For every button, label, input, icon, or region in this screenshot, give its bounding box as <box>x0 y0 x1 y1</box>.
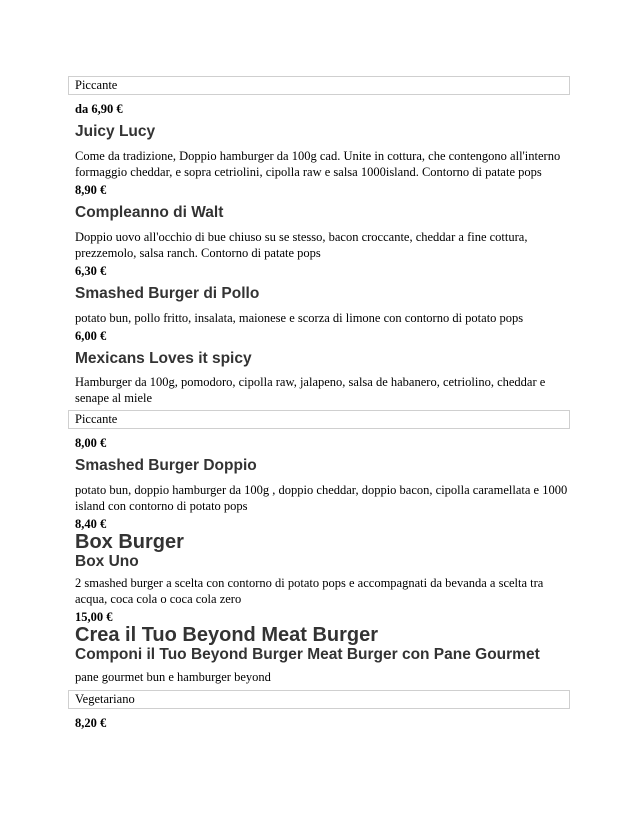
price-label: da 6,90 € <box>75 102 123 116</box>
price-label: 8,40 € <box>75 517 107 531</box>
item-title-box-uno: Box Uno <box>75 553 139 570</box>
section-title-box-burger: Box Burger <box>75 531 184 553</box>
price-label: 8,20 € <box>75 716 107 730</box>
tag-piccante: Piccante <box>68 76 570 95</box>
item-title-smashed-burger-doppio: Smashed Burger Doppio <box>75 457 257 474</box>
item-title-mexicans-loves-it-spicy: Mexicans Loves it spicy <box>75 350 252 367</box>
item-description: potato bun, pollo fritto, insalata, maionese e scorza di limone con contorno di potato pops <box>75 311 524 325</box>
tag-piccante: Piccante <box>68 410 570 429</box>
item-description: Hamburger da 100g, pomodoro, cipolla raw, jalapeno, salsa de habanero, cetriolino, cheddar e senape al miele <box>75 375 546 405</box>
price-label: 8,90 € <box>75 183 107 197</box>
item-title-componi-beyond: Componi il Tuo Beyond Burger Meat Burger con Pane Gourmet <box>75 646 540 663</box>
item-description: potato bun, doppio hamburger da 100g , doppio cheddar, doppio bacon, cipolla caramellata e 1000 island con contorno di potato pops <box>75 483 568 513</box>
item-description: pane gourmet bun e hamburger beyond <box>75 670 271 684</box>
item-title-compleanno-di-walt: Compleanno di Walt <box>75 204 224 221</box>
price-label: 6,00 € <box>75 329 107 343</box>
tag-vegetariano: Vegetariano <box>68 690 570 709</box>
item-title-smashed-burger-di-pollo: Smashed Burger di Pollo <box>75 285 260 302</box>
item-description: Doppio uovo all'occhio di bue chiuso su se stesso, bacon croccante, cheddar a fine cottura, prezzemolo, salsa ranch. Contorno di patate pops <box>75 230 528 260</box>
item-title-juicy-lucy: Juicy Lucy <box>75 123 156 140</box>
item-description: 2 smashed burger a scelta con contorno di potato pops e accompagnati da bevanda a scelta tra acqua, coca cola o coca cola zero <box>75 576 544 606</box>
price-label: 8,00 € <box>75 436 107 450</box>
section-title-beyond-meat: Crea il Tuo Beyond Meat Burger <box>75 624 379 646</box>
item-description: Come da tradizione, Doppio hamburger da 100g cad. Unite in cottura, che contengono all'interno formaggio cheddar, e sopra cetriolini, cipolla raw e salsa 1000island. Contorno di patate pops <box>75 149 561 179</box>
price-label: 6,30 € <box>75 264 107 278</box>
price-label: 15,00 € <box>75 610 113 624</box>
